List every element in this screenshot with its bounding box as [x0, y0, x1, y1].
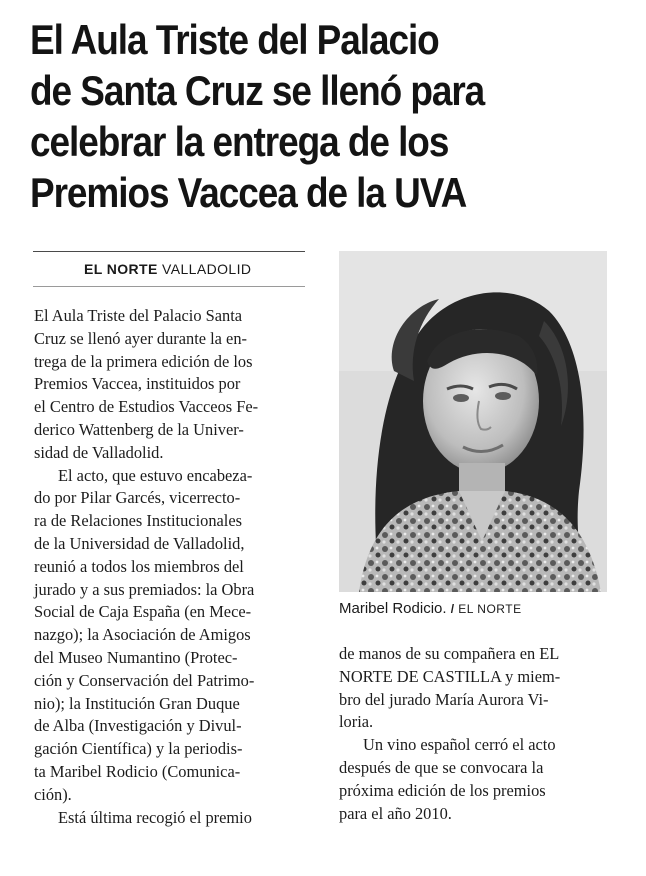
- body-line: bro del jurado María Aurora Vi-: [339, 689, 549, 709]
- headline-line: Premios Vaccea de la UVA: [30, 169, 467, 216]
- caption-separator: /: [450, 602, 455, 616]
- body-line: de manos de su compañera en EL: [339, 644, 560, 663]
- body-line: NORTE DE CASTILLA y miem-: [339, 666, 561, 686]
- body-line: El Aula Triste del Palacio Santa: [34, 306, 243, 325]
- body-line: sidad de Valladolid.: [34, 442, 164, 462]
- byline-source: EL NORTE: [84, 261, 158, 277]
- body-line: ta Maribel Rodicio (Comunica-: [34, 761, 241, 781]
- body-line: reunió a todos los miembros del: [34, 556, 244, 576]
- body-line: ción y Conservación del Patrimo-: [34, 670, 255, 690]
- body-line: ra de Relaciones Institucionales: [34, 511, 242, 531]
- body-line: de Alba (Investigación y Divul-: [34, 716, 242, 736]
- body-line: nio); la Institución Gran Duque: [34, 693, 240, 713]
- body-line: el Centro de Estudios Vacceos Fe-: [34, 397, 259, 417]
- portrait-image: [339, 251, 607, 592]
- body-column-right: [339, 643, 560, 825]
- headline: [30, 14, 558, 218]
- body-line: del Museo Numantino (Protec-: [34, 647, 238, 667]
- headline-line: El Aula Triste del Palacio: [30, 16, 439, 63]
- body-line: de la Universidad de Valladolid,: [34, 533, 245, 553]
- body-line: Un vino español cerró el acto: [363, 735, 556, 755]
- byline: [84, 261, 251, 277]
- body-line: próxima edición de los premios: [339, 780, 546, 800]
- caption-name: Maribel Rodicio.: [339, 600, 447, 617]
- body-line: gación Científica) y la periodis-: [34, 739, 243, 759]
- body-line: Social de Caja España (en Mece-: [34, 602, 252, 622]
- body-line: Está última recogió el premio: [58, 807, 252, 827]
- body-line: nazgo); la Asociación de Amigos: [34, 625, 251, 645]
- portrait-photo: [339, 251, 607, 592]
- body-line: loria.: [339, 712, 374, 732]
- body-line: jurado y a sus premiados: la Obra: [34, 579, 255, 599]
- caption-credit: EL NORTE: [458, 602, 522, 616]
- body-column-left: [34, 305, 258, 829]
- body-line: después de que se convocara la: [339, 757, 544, 777]
- body-line: trega de la primera edición de los: [34, 351, 253, 371]
- body-line: Cruz se llenó ayer durante la en-: [34, 328, 247, 348]
- photo-caption: [339, 600, 522, 617]
- body-line: Premios Vaccea, instituidos por: [34, 374, 241, 394]
- headline-line: de Santa Cruz se llenó para: [30, 67, 485, 114]
- byline-rule-top: [33, 251, 305, 252]
- byline-rule-bottom: [33, 286, 305, 287]
- body-line: El acto, que estuvo encabeza-: [58, 465, 253, 485]
- byline-location: VALLADOLID: [162, 261, 252, 277]
- body-line: do por Pilar Garcés, vicerrecto-: [34, 488, 241, 508]
- body-line: derico Wattenberg de la Univer-: [34, 419, 244, 439]
- body-line: para el año 2010.: [339, 803, 452, 823]
- headline-line: celebrar la entrega de los: [30, 118, 449, 165]
- body-line: ción).: [34, 784, 72, 804]
